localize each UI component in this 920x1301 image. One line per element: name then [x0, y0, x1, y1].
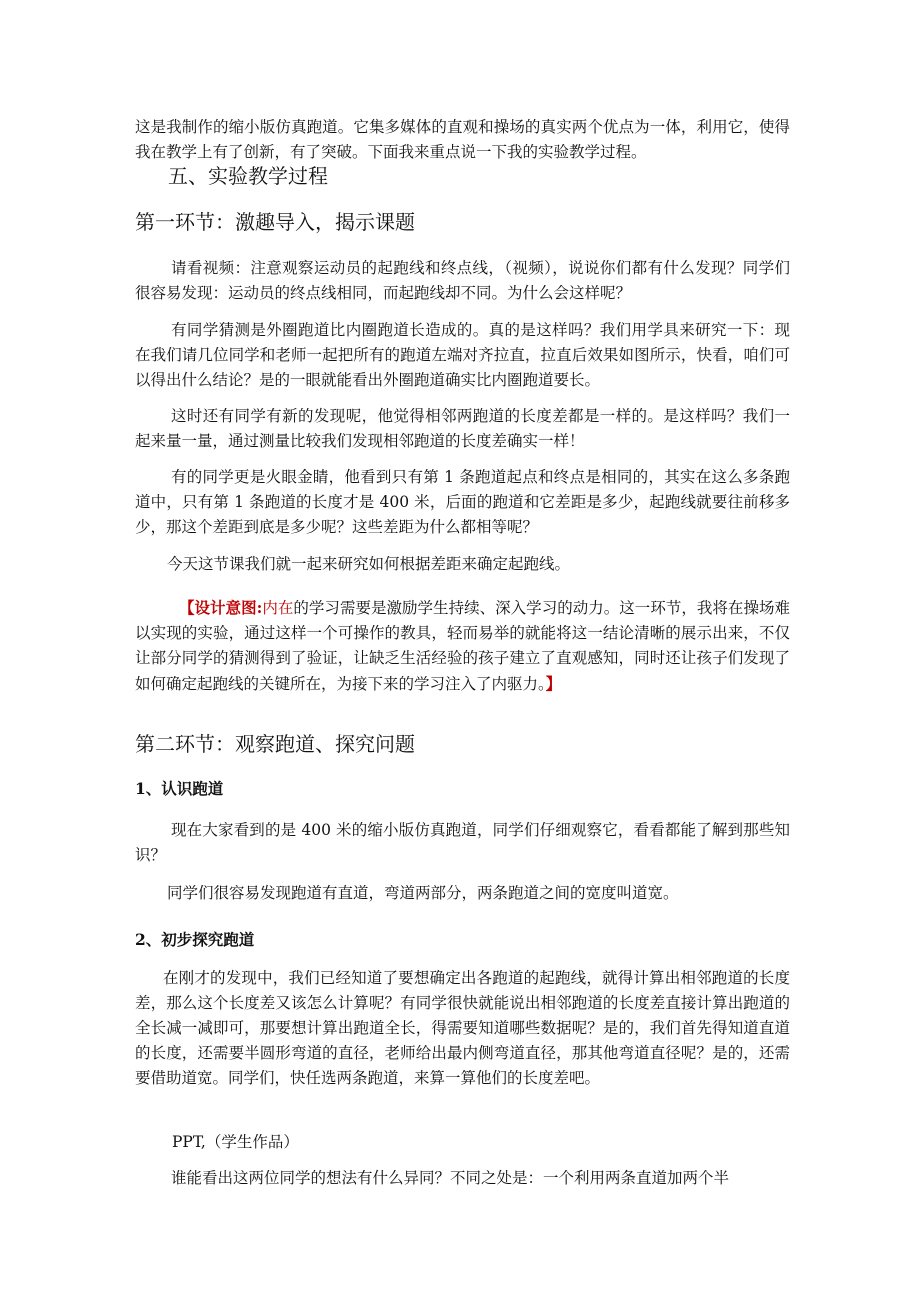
step1-paragraph-3: 这时还有同学有新的发现呢，他觉得相邻两跑道的长度差都是一样的。是这样吗？我们一起来量一量，通过测量比较我们发现相邻跑道的长度差确实一样！ — [135, 407, 790, 450]
section-title: 五、实验教学过程 — [168, 164, 328, 188]
step1-paragraph-5: 今天这节课我们就一起来研究如何根据差距来确定起跑线。 — [167, 555, 571, 573]
intro-paragraph: 这是我制作的缩小版仿真跑道。它集多媒体的直观和操场的真实两个优点为一体，利用它，使得我在教学上有了创新，有了突破。下面我来重点说一下我的实验教学过程。 — [135, 118, 790, 161]
step2-sub1-paragraph-2: 同学们很容易发现跑道有直道，弯道两部分，两条跑道之间的宽度叫道宽。 — [167, 884, 679, 902]
step1-title: 第一环节：激趣导入，揭示课题 — [135, 210, 415, 234]
step1-paragraph-1: 请看视频：注意观察运动员的起跑线和终点线，（视频），说说你们都有什么发现？同学们很容易发现：运动员的终点线相同，而起跑线却不同。为什么会这样呢？ — [135, 259, 790, 302]
step2-sub2-paragraph-1: 在刚才的发现中，我们已经知道了要想确定出各跑道的起跑线，就得计算出相邻跑道的长度差，那么这个长度差又该怎么计算呢？有同学很快就能说出相邻跑道的长度差直接计算出跑道的全长减一减即可，那要想计算出跑道全长，得需要知道哪些数据呢？是的，我们首先得知道直道的长度，还需要半圆形弯道的直径，老师给出最内侧弯道直径，那其他弯道直径呢？是的，还需要借助道宽。同学们，快任选两条跑道，来算一算他们的长度差吧。 — [135, 969, 790, 1087]
subsection-1-title: 1、认识跑道 — [135, 779, 224, 798]
step2-title: 第二环节：观察跑道、探究问题 — [135, 732, 415, 756]
step1-paragraph-4: 有的同学更是火眼金睛，他看到只有第 1 条跑道起点和终点是相同的，其实在这么多条跑道中，只有第 1 条跑道的长度才是 400 米，后面的跑道和它差距是多少，起跑线就要往前移多少，那这个差距到底是多少呢？这些差距为什么都相等呢？ — [135, 468, 790, 536]
design-intent-label: 【设计意图: — [179, 598, 263, 617]
design-intent-body: 的学习需要是激励学生持续、深入学习的动力。这一环节，我将在操场难以实现的实验，通过这样一个可操作的教具，轻而易举的就能将这一结论清晰的展示出来，不仅让部分同学的猜测得到了验证，让缺乏生活经验的孩子建立了直观感知，同时还让孩子们发现了如何确定起跑线的关键所在，为接下来的学习注入了内驱力。 — [135, 599, 790, 693]
design-intent-highlight: 内在 — [262, 599, 294, 617]
subsection-2-title: 2、初步探究跑道 — [135, 930, 255, 949]
step2-sub2-paragraph-2: 谁能看出这两位同学的想法有什么异同？不同之处是：一个利用两条直道加两个半 — [171, 1169, 730, 1187]
step2-sub1-paragraph-1: 现在大家看到的是 400 米的缩小版仿真跑道，同学们仔细观察它，看看都能了解到那些知识？ — [135, 821, 790, 864]
design-intent-close: 】 — [545, 674, 562, 693]
ppt-note: PPT,（学生作品） — [172, 1133, 299, 1151]
step1-paragraph-2: 有同学猜测是外圈跑道比内圈跑道长造成的。真的是这样吗？我们用学具来研究一下：现在我们请几位同学和老师一起把所有的跑道左端对齐拉直，拉直后效果如图所示，快看，咱们可以得出什么结论？是的一眼就能看出外圈跑道确实比内圈跑道要长。 — [135, 321, 790, 389]
design-intent-paragraph — [135, 595, 790, 697]
